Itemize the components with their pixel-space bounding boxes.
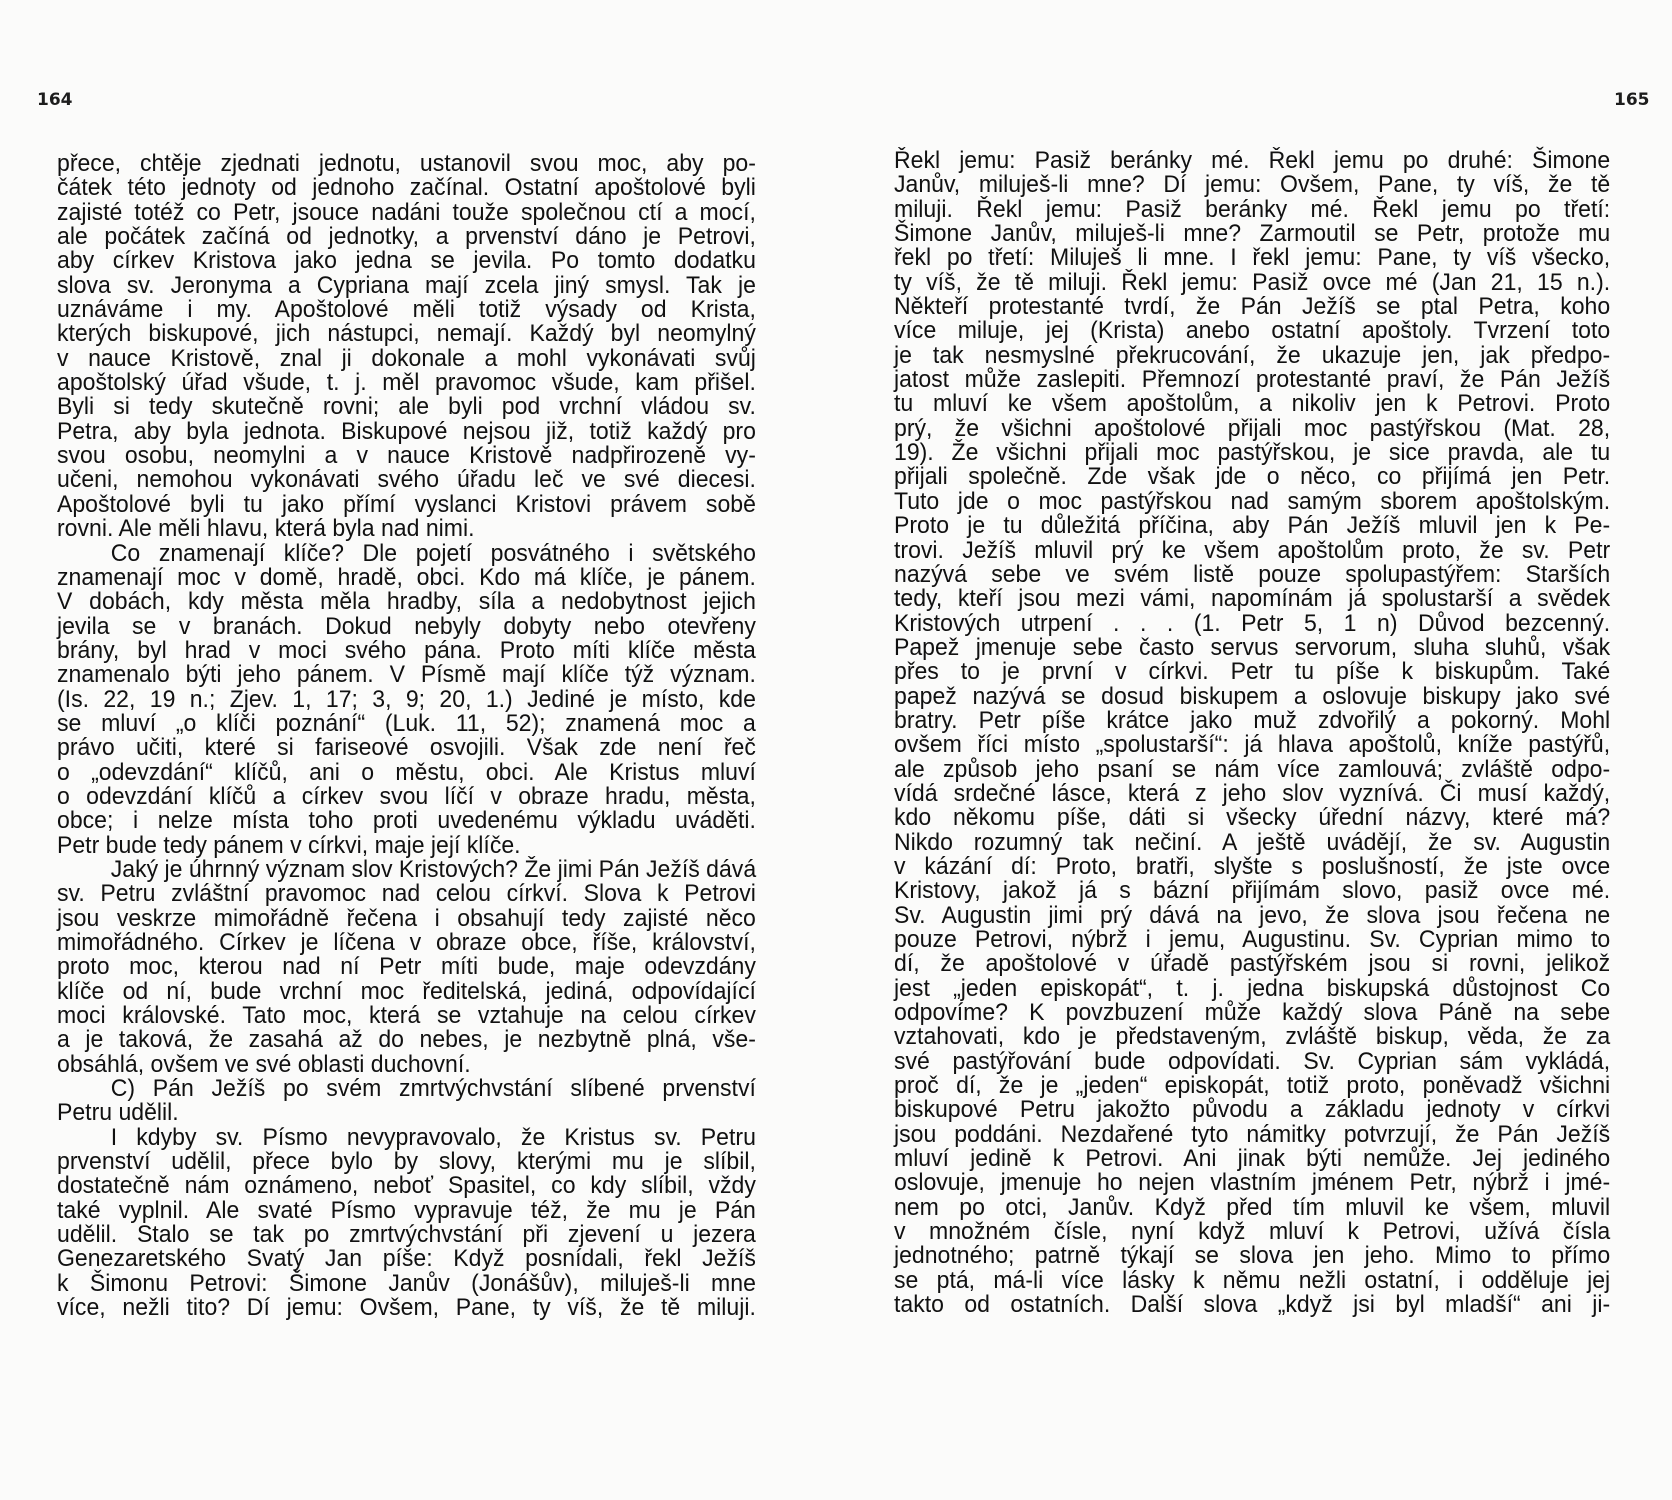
text-line: pouze Petrovi, nýbrž i jemu, Augustinu. Sv. Cyprian mimo to (894, 926, 1611, 953)
text-line: vztahovati, kdo je představeným, zvláště biskup, věda, že za (894, 1023, 1611, 1051)
text-line: Apoštolové byli tu jako přímí vyslanci Kristovi právem sobě (57, 490, 756, 518)
text-line: rovni. Ale měli hlavu, která byla nad nimi. (57, 515, 475, 543)
text-line: dí, že apoštolové v úřadě pastýřském jsou si rovni, jelikož (894, 950, 1611, 978)
text-line: v kázání dí: Proto, bratři, slyšte s poslušností, že jste ovce (894, 852, 1611, 880)
text-line: více miluje, jej (Krista) anebo ostatní apoštoly. Tvrzení toto (894, 317, 1611, 345)
text-line: mluví jedině k Petrovi. Ani jinak býti nemůže. Jej jediného (894, 1145, 1611, 1173)
text-line: právo učiti, které si fariseové osvojili. Však zde není řeč (57, 734, 756, 762)
text-line: sv. Petru zvláštní pravomoc nad celou církví. Slova k Petrovi (57, 880, 756, 908)
text-line: ale způsob jeho psaní se nám více zamlouvá; zvláště odpo- (894, 755, 1611, 783)
text-line: v množném čísle, nyní když mluví k Petrovi, užívá čísla (894, 1218, 1611, 1246)
text-line: Byli si tedy skutečně rovni; ale byli pod vrchní vládou sv. (57, 393, 756, 421)
text-line: jevila se v branách. Dokud nebyly dobyty nebo otevřeny (57, 612, 756, 640)
text-line: uznáváme i my. Apoštolové měli totiž výsady od Krista, (57, 296, 756, 324)
text-line: brány, byl hrad v moci svého pána. Proto míti klíče města (57, 636, 756, 664)
left-page (0, 0, 800, 1500)
text-line: (Is. 22, 19 n.; Zjev. 1, 17; 3, 9; 20, 1.) Jediné je místo, kde (57, 685, 756, 713)
text-line: biskupové Petru jakožto původu a základu jednoty v církvi (894, 1096, 1611, 1124)
text-line: znamenají moc v domě, hradě, obci. Kdo má klíče, je pánem. (57, 563, 756, 591)
text-line: Co znamenají klíče? Dle pojetí posvátného i světského (110, 539, 756, 567)
text-line: Šimone Janův, miluješ-li mne? Zarmoutil se Petr, protože mu (894, 220, 1611, 248)
text-line: Janův, miluješ-li mne? Dí jemu: Ovšem, Pane, ty víš, že tě (894, 171, 1611, 199)
text-line: klíče od ní, bude vrchní moc ředitelská, jediná, odpovídající (57, 977, 756, 1005)
text-line: se mluví „o klíči poznání“ (Luk. 11, 52); znamená moc a (57, 709, 756, 737)
text-line: je tak nesmyslné překrucování, že ukazuje jen, jak předpo- (894, 341, 1611, 369)
text-line: obsáhlá, ovšem ve své oblasti duchovní. (57, 1050, 471, 1078)
text-line: přes to je první v církvi. Petr tu píše k biskupům. Také (894, 658, 1611, 686)
text-line: ty víš, že tě miluji. Řekl jemu: Pasiž ovce mé (Jan 21, 15 n.). (894, 268, 1611, 296)
text-line: proto moc, kterou nad ní Petr míti bude, maje odevzdány (57, 953, 756, 981)
text-line: zajisté totéž co Petr, jsouce nadáni touže společnou ctí a mocí, (57, 198, 756, 226)
text-line: také vyplnil. Ale svaté Písmo vypravuje též, že mu je Pán (57, 1196, 756, 1224)
text-line: Jaký je úhrnný význam slov Kristových? Že jimi Pán Ježíš dává (110, 855, 757, 883)
text-line: udělil. Stalo se tak po zmrtvýchvstání při zjevení u jezera (57, 1221, 756, 1249)
text-line: kterých biskupové, jich nástupci, nemají. Každý byl neomylný (57, 320, 756, 348)
text-line: bratry. Petr píše krátce jako muž zdvořilý a pokorný. Mohl (894, 706, 1611, 734)
text-line: Kristových utrpení . . . (1. Petr 5, 1 n) Důvod bezcenný. (894, 609, 1611, 637)
text-line: Nikdo rozumný tak nečiní. A ještě uvádějí, že sv. Augustin (894, 828, 1611, 856)
text-line: řekl po třetí: Miluješ li mne. I řekl jemu: Pane, ty víš všecko, (894, 244, 1611, 272)
right-page-text (894, 149, 1610, 1318)
text-line: Papež jmenuje sebe často servus servorum, sluha sluhů, však (894, 633, 1611, 661)
left-page-text (57, 152, 756, 1321)
text-line: vídá srdečné lásce, která z jeho slov vyznívá. Či musí každý, (894, 779, 1611, 807)
text-line: jest „jeden episkopát“, t. j. jedna biskupská důstojnost Co (894, 974, 1611, 1002)
text-line: proč dí, že je „jeden“ episkopát, totiž proto, poněvadž všichni (894, 1072, 1611, 1100)
text-line: jsou veskrze mimořádně řečena i obsahují tedy zajisté něco (57, 904, 756, 932)
text-line: čátek této jednoty od jednoho začínal. Ostatní apoštolové byli (57, 174, 756, 202)
text-line: ovšem říci místo „spolustarší“: já hlava apoštolů, kníže pastýřů, (894, 731, 1611, 759)
text-line: takto od ostatních. Další slova „když jsi byl mladší“ ani ji- (894, 1291, 1611, 1319)
text-line: o odevzdání klíčů a církev svou líčí v obraze hradu, města, (57, 782, 756, 810)
text-line: Petr bude tedy pánem v církvi, maje její klíče. (57, 831, 521, 859)
text-line: ale počátek začíná od jednotky, a prvenství dáno je Petrovi, (57, 223, 756, 251)
text-line: trovi. Ježíš mluvil prý ke všem apoštolům proto, že sv. Petr (894, 536, 1611, 564)
text-line: slova sv. Jeronyma a Cypriana mají zcela jiný smysl. Tak je (57, 271, 756, 299)
page-number-right: 165 (1614, 90, 1650, 110)
text-line: se ptá, má-li více lásky k němu nežli ostatní, i odděluje jej (894, 1266, 1611, 1294)
text-line: Petra, aby byla jednota. Biskupové nejsou již, totiž každý pro (57, 417, 756, 445)
text-line: nem po otci, Janův. Když před tím mluvil ke všem, mluvil (894, 1193, 1611, 1221)
text-line: apoštolský úřad všude, t. j. měl pravomoc všude, kam přišel. (57, 369, 756, 397)
text-line: papež nazývá se dosud biskupem a oslovuje biskupy jako své (894, 682, 1611, 710)
text-line: a je taková, že zasahá až do nebes, je nezbytně plná, vše- (57, 1026, 756, 1054)
text-line: V dobách, kdy města měla hradby, síla a nedobytnost jejich (57, 588, 756, 616)
text-line: tu mluví ke všem apoštolům, a nikoliv jen k Petrovi. Proto (894, 390, 1611, 418)
text-line: moci královské. Tato moc, která se vztahuje na celou církev (57, 1002, 756, 1030)
text-line: aby církev Kristova jako jedna se jevila. Po tomto dodatku (57, 247, 756, 275)
text-line: Sv. Augustin jimi prý dává na jevo, že slova jsou řečena ne (894, 901, 1611, 929)
text-line: učeni, nemohou vykonávati svého úřadu leč ve své diecesi. (57, 466, 756, 494)
page-number-left: 164 (37, 90, 73, 110)
text-line: dostatečně nám oznámeno, neboť Spasitel, co kdy slíbil, vždy (57, 1172, 756, 1200)
text-line: 19). Že všichni přijali moc pastýřskou, je sice pravda, ale tu (894, 439, 1611, 467)
text-line: Kristovy, jakož já s bázní přijímám slovo, pasiž ovce mé. (894, 877, 1611, 905)
text-line: v nauce Kristově, znal ji dokonale a mohl vykonávati svůj (57, 344, 756, 372)
right-page (836, 0, 1672, 1500)
text-line: prý, že všichni apoštolové přijali moc pastýřskou (Mat. 28, (894, 414, 1611, 442)
text-line: C) Pán Ježíš po svém zmrtvýchvstání slíbené prvenství (110, 1075, 756, 1103)
text-line: I kdyby sv. Písmo nevypravovalo, že Kristus sv. Petru (110, 1123, 756, 1151)
text-line: o „odevzdání“ klíčů, ani o městu, obci. Ale Kristus mluví (57, 758, 756, 786)
text-line: jednotného; patrně týkají se slova jen jeho. Mimo to přímo (894, 1242, 1611, 1270)
text-line: miluji. Řekl jemu: Pasiž beránky mé. Řekl jemu po třetí: (894, 195, 1611, 223)
text-line: přece, chtěje zjednati jednotu, ustanovil svou moc, aby po- (57, 150, 756, 177)
text-line: Někteří protestanté tvrdí, že Pán Ježíš se ptal Petra, koho (894, 293, 1611, 321)
text-line: k Šimonu Petrovi: Šimone Janův (Jonášův), miluješ-li mne (57, 1269, 756, 1297)
text-line: kdo někomu píše, dáti si všecky úřední názvy, které má? (894, 804, 1611, 832)
text-line: tedy, kteří jsou mezi vámi, napomínám já spolustarší a svědek (894, 585, 1611, 613)
text-line: Petru udělil. (57, 1099, 179, 1127)
text-line: jatost může zaslepiti. Přemnozí protestanté praví, že Pán Ježíš (894, 366, 1611, 394)
text-line: přijali společně. Zde však jde o něco, co přijímá jen Petr. (894, 463, 1611, 491)
text-line: nazývá sebe ve svém listě pouze spolupastýřem: Starších (894, 560, 1611, 588)
text-line: Řekl jemu: Pasiž beránky mé. Řekl jemu po druhé: Šimone (894, 147, 1611, 174)
text-line: mimořádného. Církev je líčena v obraze obce, říše, království, (57, 929, 756, 956)
text-line: svou osobu, neomylni a v nauce Kristově nadpřirozeně vy- (57, 442, 756, 470)
text-line: oslovuje, jmenuje ho nejen vlastním jménem Petr, nýbrž i jmé- (894, 1169, 1611, 1197)
text-line: prvenství udělil, přece bylo by slovy, kterými mu je slíbil, (57, 1148, 756, 1176)
text-line: Genezaretského Svatý Jan píše: Když posnídali, řekl Ježíš (57, 1245, 756, 1273)
text-line: Proto je tu důležitá příčina, aby Pán Ježíš mluvil jen k Pe- (894, 512, 1611, 540)
text-line: jsou poddáni. Nezdařené tyto námitky potvrzují, že Pán Ježíš (894, 1120, 1611, 1148)
text-line: více, nežli tito? Dí jemu: Ovšem, Pane, ty víš, že tě miluji. (57, 1294, 756, 1322)
text-line: obce; i nelze místa toho proti uvedenému výkladu uváděti. (57, 807, 756, 835)
text-line: odpovíme? K povzbuzení může každý slova Páně na sebe (894, 999, 1611, 1027)
text-line: znamenalo býti jeho pánem. V Písmě mají klíče týž význam. (57, 661, 756, 689)
text-line: své pastýřování bude odpovídati. Sv. Cyprian sám vykládá, (894, 1047, 1611, 1075)
text-line: Tuto jde o moc pastýřskou nad samým sborem apoštolským. (894, 487, 1611, 515)
